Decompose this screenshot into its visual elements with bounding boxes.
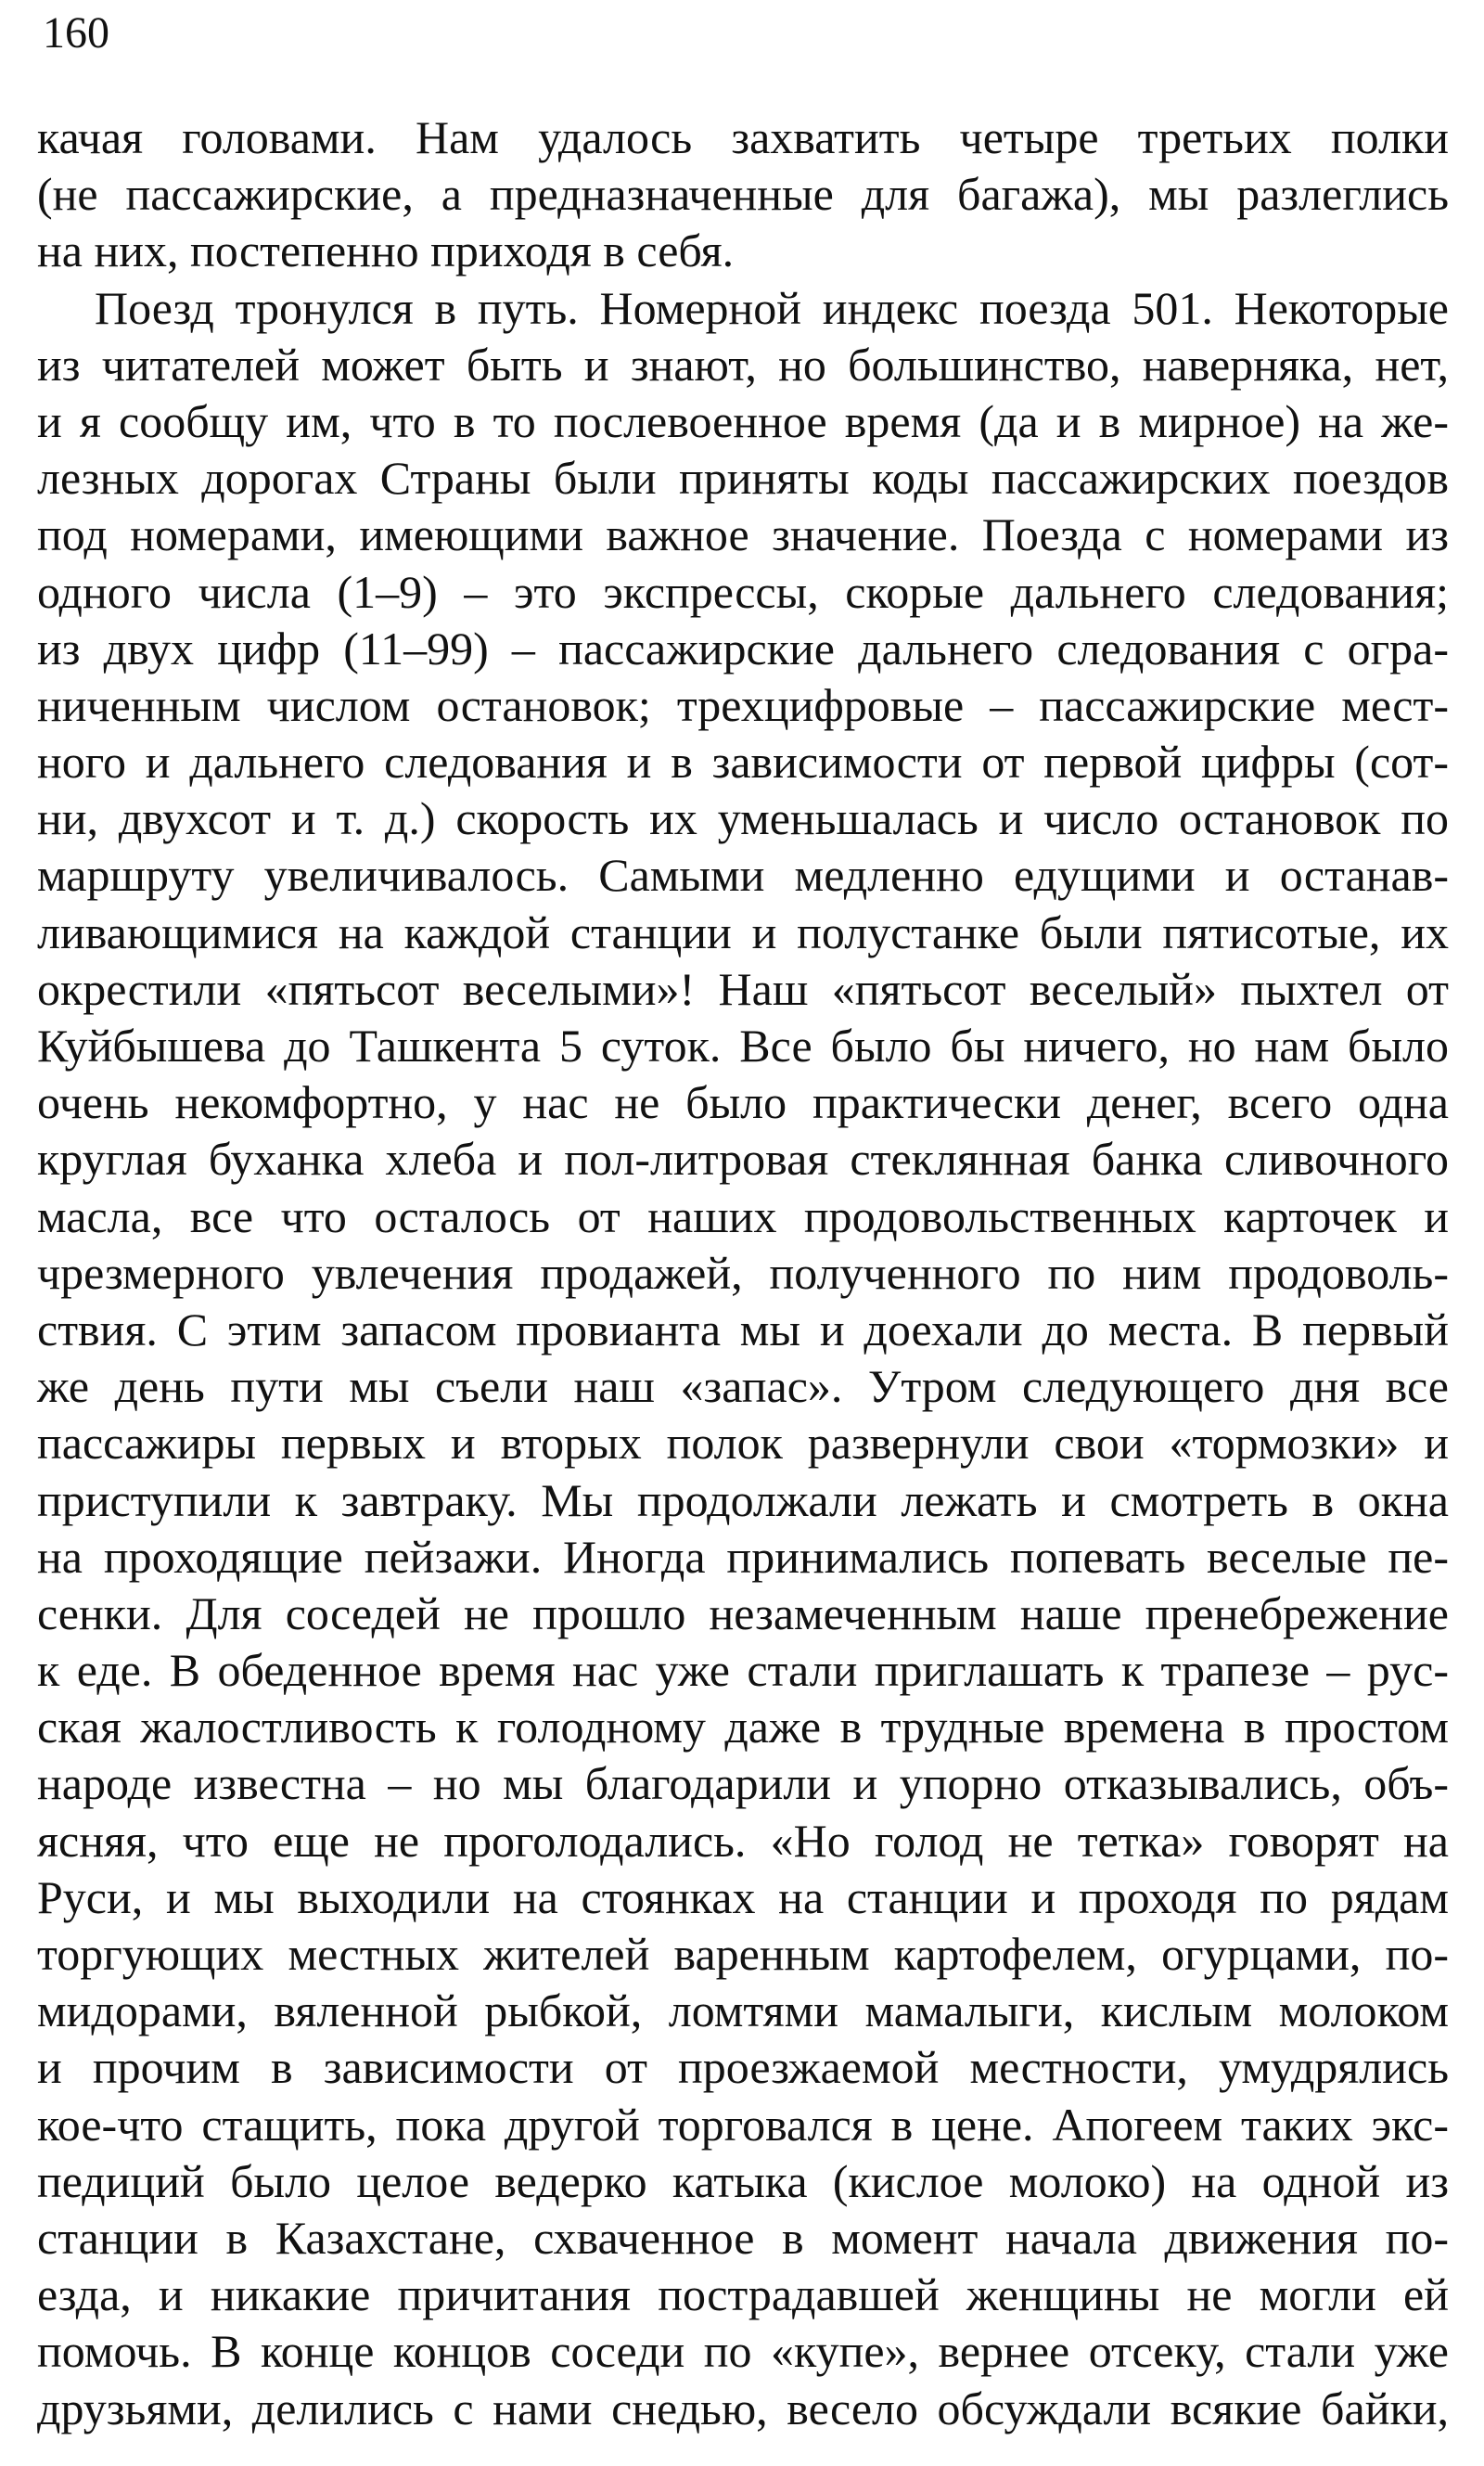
text-line: на проходящие пейзажи. Иногда принимались попевать веселые пе- — [37, 1530, 1449, 1583]
text-line: очень некомфортно, у нас не было практически денег, всего одна — [37, 1076, 1449, 1129]
text-line: из читателей может быть и знают, но большинство, наверняка, нет, — [37, 338, 1449, 391]
text-line: на них, постепенно приходя в себя. — [37, 225, 735, 277]
text-line: педиций было целое ведерко катыка (кислое молоко) на одной из — [37, 2154, 1449, 2207]
text-line: окрестили «пятьсот веселыми»! Наш «пятьсот веселый» пыхтел от — [37, 962, 1449, 1015]
text-line: ствия. С этим запасом провианта мы и доехали до места. В первый — [37, 1303, 1449, 1355]
text-line: же день пути мы съели наш «запас». Утром следующего дня все — [37, 1360, 1449, 1413]
text-line: одного числа (1–9) – это экспрессы, скорые дальнего следования; — [37, 565, 1449, 618]
text-line: ская жалостливость к голодному даже в трудные времена в простом — [37, 1701, 1449, 1753]
text-line: к еде. В обеденное время нас уже стали приглашать к трапезе – рус- — [37, 1644, 1449, 1697]
text-line: ного и дальнего следования и в зависимости от первой цифры (сот- — [37, 736, 1449, 789]
text-line: масла, все что осталось от наших продовольственных карточек и — [37, 1189, 1449, 1242]
text-line: народе известна – но мы благодарили и упорно отказывались, объ- — [37, 1757, 1449, 1810]
page-number: 160 — [43, 8, 109, 58]
text-line: Руси, и мы выходили на стоянках на станции и проходя по рядам — [37, 1870, 1449, 1923]
text-line: качая головами. Нам удалось захватить четыре третьих полки — [37, 111, 1449, 163]
text-line: станции в Казахстане, схваченное в момент начала движения по- — [37, 2211, 1449, 2264]
text-line: круглая буханка хлеба и пол-литровая стеклянная банка сливочного — [37, 1133, 1449, 1186]
text-line: мидорами, вяленной рыбкой, ломтями мамалыги, кислым молоком — [37, 1984, 1449, 2037]
text-line: ни, двухсот и т. д.) скорость их уменьшалась и число остановок по — [37, 792, 1449, 845]
text-line: торгующих местных жителей варенным картофелем, огурцами, по- — [37, 1928, 1449, 1980]
text-line: ясняя, что еще не проголодались. «Но голод не тетка» говорят на — [37, 1814, 1449, 1867]
text-line: и прочим в зависимости от проезжаемой местности, умудрялись — [37, 2041, 1449, 2094]
text-line: лезных дорогах Страны были приняты коды пассажирских поездов — [37, 452, 1449, 505]
text-line: кое-что стащить, пока другой торговался в цене. Апогеем таких экс- — [37, 2098, 1449, 2151]
text-line: из двух цифр (11–99) – пассажирские дальнего следования с огра- — [37, 622, 1449, 674]
text-line: чрезмерного увлечения продажей, полученного по ним продоволь- — [37, 1246, 1449, 1299]
text-line: ливающимися на каждой станции и полустанке были пятисотые, их — [37, 905, 1449, 958]
text-line: ниченным числом остановок; трехцифровые – пассажирские мест- — [37, 678, 1449, 731]
text-line: пассажиры первых и вторых полок развернули свои «тормозки» и — [37, 1417, 1449, 1470]
text-line: сенки. Для соседей не прошло незамеченным наше пренебрежение — [37, 1586, 1449, 1639]
text-line: приступили к завтраку. Мы продолжали лежать и смотреть в окна — [37, 1473, 1449, 1526]
text-line: езда, и никакие причитания пострадавшей женщины не могли ей — [37, 2268, 1449, 2321]
text-line: маршруту увеличивалось. Самыми медленно едущими и останав- — [37, 849, 1449, 902]
text-line: друзьями, делились с нами снедью, весело обсуждали всякие байки, — [37, 2382, 1449, 2434]
text-line: и я сообщу им, что в то послевоенное время (да и в мирное) на же- — [37, 394, 1449, 447]
text-line: помочь. В конце концов соседи по «купе», вернее отсеку, стали уже — [37, 2325, 1449, 2378]
text-line: под номерами, имеющими важное значение. Поезда с номерами из — [37, 508, 1449, 561]
body-text — [37, 109, 1449, 2437]
text-line: Поезд тронулся в путь. Номерной индекс поезда 501. Некоторые — [95, 281, 1449, 334]
text-line: Куйбышева до Ташкента 5 суток. Все было бы ничего, но нам было — [37, 1020, 1449, 1072]
text-line: (не пассажирские, а предназначенные для багажа), мы разлеглись — [37, 168, 1449, 221]
